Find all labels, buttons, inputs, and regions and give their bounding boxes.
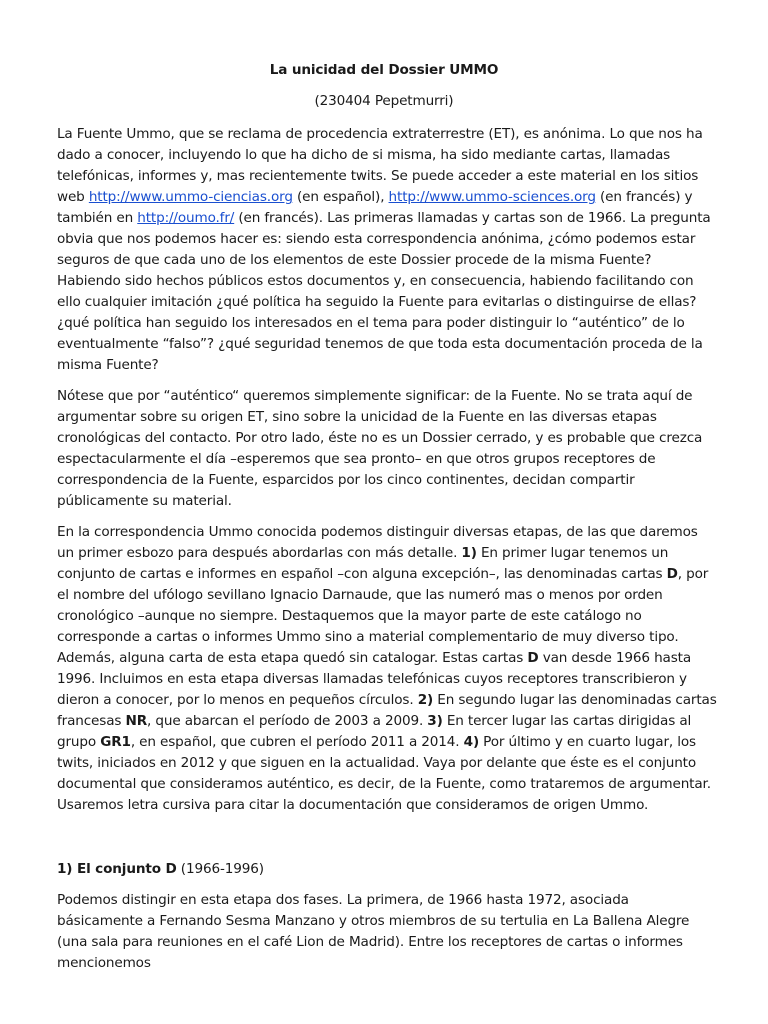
document-title: La unicidad del Dossier UMMO xyxy=(269,62,499,78)
text-run: (en francés). Las primeras llamadas y cartas son de 1966. La pregunta obvia que nos podemos hacer es: siendo esta correspondencia anónima, ¿cómo podemos estar seguros de que cada uno de los elementos de este Dossier procede de la misma Fuente? Habiendo sido hechos públicos estos documentos y, en consecuencia, habiendo facilitando con ello cualquier imitación ¿qué política ha seguido la Fuente para evitarlas o distinguirse de ellas? ¿qué política han seguido los interesados en el tema para poder distinguir lo “auténtico” de lo eventualmente “falso”? ¿qué seguridad tenemos de que toda esta documentación proceda de la misma Fuente? xyxy=(57,210,711,373)
section-heading-years: (1966-1996) xyxy=(176,861,264,877)
bold-marker: 2) xyxy=(417,692,434,708)
bold-marker: 4) xyxy=(463,734,480,750)
paragraph-etapas xyxy=(57,522,717,816)
text-run: , en español, que cubren el período 2011 a 2014. xyxy=(130,734,464,750)
link-oumo[interactable]: http://oumo.fr/ xyxy=(137,210,235,226)
text-run: En la correspondencia Ummo conocida podemos distinguir diversas etapas, de las que daremos un primer esbozo para después abordarlas con más detalle. xyxy=(57,524,698,561)
link-ummo-ciencias[interactable]: http://www.ummo-ciencias.org xyxy=(88,189,293,205)
text-run: En primer lugar tenemos un conjunto de cartas e informes en español –con alguna excepción–, las denominadas cartas xyxy=(57,545,669,582)
bold-marker: GR1 xyxy=(100,734,131,750)
text-run: (en francés) y también en xyxy=(57,189,693,226)
bold-marker: 1) xyxy=(461,545,477,561)
paragraph-intro xyxy=(57,124,717,376)
paragraph-fases: Podemos distingir en esta etapa dos fases. La primera, de 1966 hasta 1972, asociada básicamente a Fernando Sesma Manzano y otros miembros de su tertulia en La Ballena Alegre (una sala para reuniones en el café Lion de Madrid). Entre los receptores de cartas o informes mencionemos xyxy=(57,892,690,971)
bold-marker: 3) xyxy=(427,713,443,729)
section-heading-bold: 1) El conjunto D xyxy=(57,861,177,877)
link-ummo-sciences[interactable]: http://www.ummo-sciences.org xyxy=(388,189,596,205)
document-subtitle: (230404 Pepetmurri) xyxy=(314,93,454,109)
section-spacer xyxy=(57,826,717,859)
bold-marker: D xyxy=(527,650,539,666)
text-run: Por último y en cuarto lugar, los twits, iniciados en 2012 y que siguen en la actualidad. Vaya por delante que éste es el conjunto documental que consideramos auténtico, es decir, de la Fuente, como trataremos de argumentar. Usaremos letra cursiva para citar la documentación que consideramos de origen Ummo. xyxy=(57,734,711,813)
document-body xyxy=(57,124,717,984)
text-run: van desde 1966 hasta 1996. Incluimos en esta etapa diversas llamadas telefónicas cuyos receptores transcribieron y dieron a conocer, por lo menos en pequeños círculos. xyxy=(57,650,692,708)
text-run: En segundo lugar las denominadas cartas francesas xyxy=(57,692,717,729)
bold-marker: NR xyxy=(125,713,148,729)
text-run: , por el nombre del ufólogo sevillano Ignacio Darnaude, que las numeró mas o menos por orden cronológico –aunque no siempre. Destaquemos que la mayor parte de este catálogo no corresponde a cartas o informes Ummo sino a material complementario de muy diverso tipo. Además, alguna carta de esta etapa quedó sin catalogar. Estas cartas xyxy=(57,566,709,666)
bold-marker: D xyxy=(666,566,678,582)
text-run: (en español), xyxy=(292,189,389,205)
paragraph-autentico: Nótese que por “auténtico“ queremos simplemente significar: de la Fuente. No se trata aquí de argumentar sobre su origen ET, sino sobre la unicidad de la Fuente en las diversas etapas cronológicas del contacto. Por otro lado, éste no es un Dossier cerrado, y es probable que crezca espectacularmente el día –esperemos que sea pronto– en que otros grupos receptores de correspondencia de la Fuente, esparcidos por los cinco continentes, decidan compartir públicamente su material. xyxy=(57,388,703,509)
text-run: , que abarcan el período de 2003 a 2009. xyxy=(147,713,428,729)
text-run: En tercer lugar las cartas dirigidas al grupo xyxy=(57,713,692,750)
section-heading xyxy=(57,859,717,880)
text-run: La Fuente Ummo, que se reclama de procedencia extraterrestre (ET), es anónima. Lo que nos ha dado a conocer, incluyendo lo que ha dicho de si misma, ha sido mediante cartas, llamadas telefónicas, informes y, mas recientemente twits. Se puede acceder a este material en los sitios web xyxy=(57,126,703,205)
